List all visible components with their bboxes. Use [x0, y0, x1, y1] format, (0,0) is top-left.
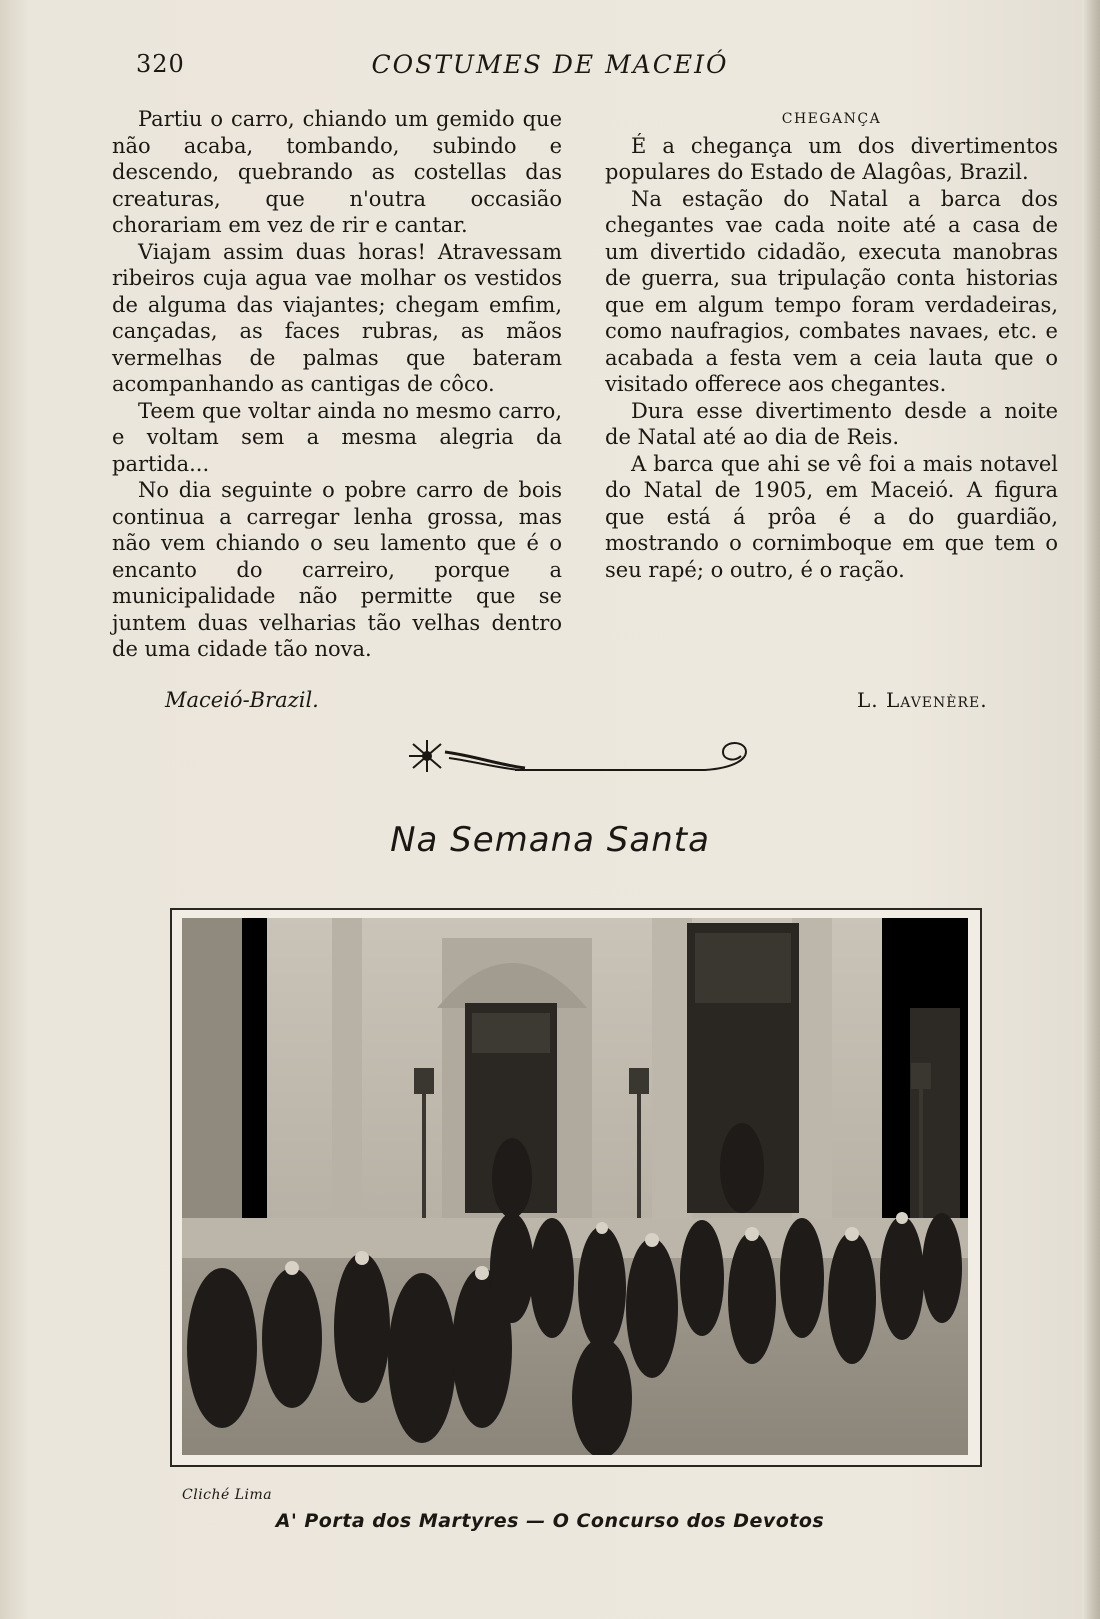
- paragraph: É a chegança um dos divertimentos populares do Estado de Alagôas, Brazil.: [605, 133, 1058, 184]
- signature-left: Maceió-Brazil.: [165, 688, 319, 712]
- section-title-chegança: CHEGANÇA: [781, 111, 882, 127]
- paragraph: Dura esse divertimento desde a noite de Natal até ao dia de Reis.: [605, 398, 1058, 449]
- paragraph: Teem que voltar ainda no mesmo carro, e voltam sem a mesma alegria da partida...: [112, 398, 562, 476]
- paragraph: Partiu o carro, chiando um gemido que não acaba, tombando, subindo e descendo, quebrando as costellas das creaturas, que n'outra occasião chorariam em vez de rir e cantar.: [112, 107, 562, 237]
- signature-right: L. Lavenère.: [857, 688, 988, 712]
- left-column: [112, 106, 562, 663]
- paragraph: No dia seguinte o pobre carro de bois continua a carregar lenha grossa, mas não vem chiando o seu lamento que é o encanto do carreiro, porque a municipalidade não permitte que se juntem duas velharias tão velhas dentro de uma cidade tão nova.: [112, 478, 562, 661]
- right-column: [605, 106, 1058, 583]
- paragraph: Na estação do Natal a barca dos chegantes vae cada noite até a casa de um divertido cidadão, executa manobras de guerra, sua tripulação conta historias que em algum tempo foram verdadeiras, como naufragios, combates navaes, etc. e acabada a festa vem a ceia lauta que o visitado offerece aos chegantes.: [605, 186, 1058, 396]
- paragraph: A barca que ahi se vê foi a mais notavel do Natal de 1905, em Maceió. A figura que está á prôa é a do guardião, mostrando o cornimboque em que tem o seu rapé; o outro, é o ração.: [605, 451, 1058, 582]
- running-title: COSTUMES DE MACEIÓ: [371, 50, 729, 79]
- paragraph: Viajam assim duas horas! Atravessam ribeiros cuja agua vae molhar os vestidos de alguma das viajantes; chegam emfim, cançadas, as faces rubras, as mãos vermelhas de palmas que bateram acompanhando as cantigas de côco.: [112, 239, 562, 396]
- photo-frame: [170, 908, 982, 1467]
- section-heading: Na Semana Santa: [390, 820, 710, 860]
- photo-caption: A' Porta dos Martyres — O Concurso dos Devotos: [275, 1510, 825, 1532]
- decorative-flourish-icon: [405, 738, 775, 788]
- page-number: 320: [136, 50, 185, 78]
- photo-credit: Cliché Lima: [182, 1487, 273, 1503]
- book-spine-shadow: [1082, 0, 1100, 1619]
- church-crowd-photo: [182, 918, 968, 1455]
